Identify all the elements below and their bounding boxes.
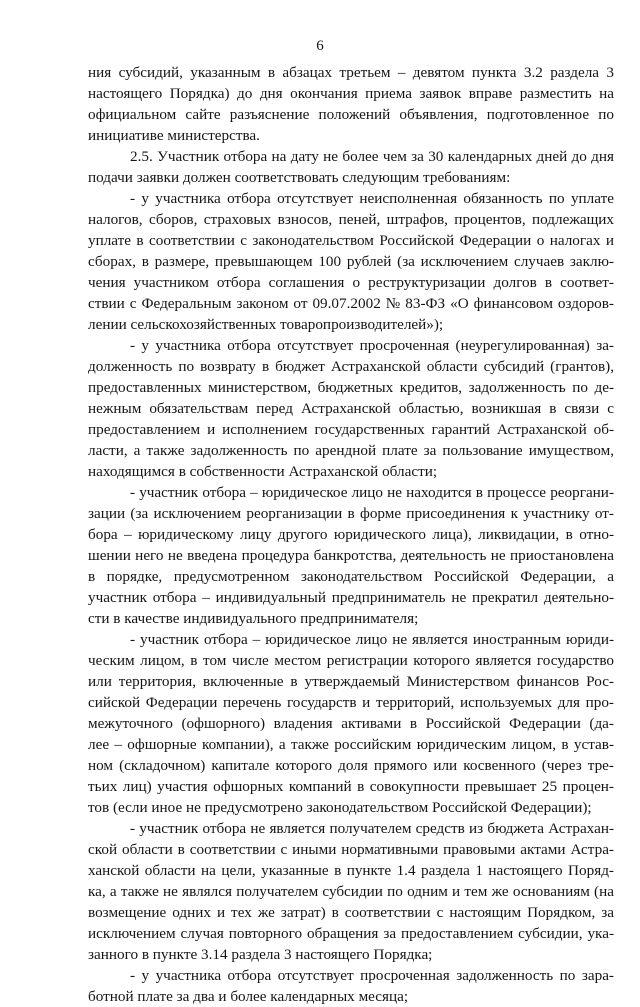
text-line: исключением случая повторного обращения за предоставлением субсидии, ука- [88,925,614,942]
text-line: участник отбора – индивидуальный предприниматель не прекратил деятельно- [88,589,614,606]
text-line: ния субсидий, указанным в абзацах третьем – девятом пункта 3.2 раздела 3 [88,64,614,81]
text-line: в порядке, предусмотренном законодательством Российской Федерации, а [88,568,614,585]
text-line: лении сельскохозяйственных товаропроизводителей»); [88,316,444,333]
text-line: инициативе министерства. [88,127,260,144]
text-line: тов (если иное не предусмотрено законодательством Российской Федерации); [88,799,592,816]
text-line: - участник отбора не является получателем средств из бюджета Астрахан- [130,820,614,837]
text-line: - у участника отбора отсутствует неисполненная обязанность по уплате [130,190,614,207]
text-line: ка, а также не являлся получателем субсидии по одним и тем же основаниям (на [88,883,614,900]
text-line: лее – офшорные компании), а также российским юридическим лицом, в устав- [88,736,614,753]
text-line: возмещение одних и тех же затрат) в соответствии с настоящим Порядком, за [88,904,614,921]
text-line: - участник отбора – юридическое лицо не находится в процессе реоргани- [130,484,614,501]
text-line: ласти, а также задолженность по арендной плате за пользование имуществом, [88,442,614,459]
text-line: бора – юридическому лицу другого юридического лица), ликвидации, в отно- [88,526,614,543]
page-number: 6 [316,38,324,54]
text-line: межуточного (офшорного) владения активами в Российской Федерации (да- [88,715,614,732]
text-line: ствии с Федеральным законом от 09.07.2002 № 83-ФЗ «О финансовом оздоров- [88,295,614,312]
text-line: шении него не введена процедура банкротства, деятельность не приостановлена [88,547,614,564]
text-line: подачи заявки должен соответствовать следующим требованиям: [88,169,511,186]
text-line: долженность по возврату в бюджет Астраханской области субсидий (грантов), [88,358,614,375]
text-line: ханской области на цели, указанные в пункте 1.4 раздела 1 настоящего Поряд- [88,862,614,879]
text-line: сийской Федерации перечень государств и территорий, используемых для про- [88,694,614,711]
text-line: нежным обязательствам перед Астраханской областью, возникшая в связи с [88,400,614,417]
text-line: налогов, сборов, страховых взносов, пеней, штрафов, процентов, подлежащих [88,211,614,228]
text-line: настоящего Порядка) до дня окончания приема заявок вправе разместить на [88,85,614,102]
text-line: - участник отбора – юридическое лицо не является иностранным юриди- [130,631,614,648]
text-line: ческим лицом, в том числе местом регистрации которого является государство [88,652,614,669]
text-line: зации (за исключением реорганизации в форме присоединения к участнику от- [88,505,614,522]
text-line: или территория, включенные в утверждаемый Министерством финансов Рос- [88,673,614,690]
text-line: ном (складочном) капитале которого доля прямого или косвенного (через тре- [88,757,614,774]
text-line: уплате в соответствии с законодательством Российской Федерации о налогах и [88,232,614,249]
text-line: занного в пункте 3.14 раздела 3 настоящего Порядка; [88,946,433,963]
text-line: ботной плате за два и более календарных месяца; [88,988,409,1005]
text-line: - у участника отбора отсутствует просроченная задолженность по зара- [130,967,614,984]
text-line: находящимся в собственности Астраханской области; [88,463,438,480]
text-line: официальном сайте разъяснение положений объявления, подготовленное по [88,106,614,123]
text-line: сти в качестве индивидуального предпринимателя; [88,610,419,627]
text-line: тьих лиц) участия офшорных компаний в совокупности превышает 25 процен- [88,778,614,795]
text-line: сборах, в размере, превышающем 100 рублей (за исключением случаев заклю- [88,253,614,270]
text-line: 2.5. Участник отбора на дату не более чем за 30 календарных дней до дня [130,148,614,165]
text-line: предоставленных министерством, бюджетных кредитов, задолженность по де- [88,379,614,396]
text-line: чения участником отбора соглашения о реструктуризации долгов в соответ- [88,274,614,291]
text-line: ской области в соответствии с иными нормативными правовыми актами Астра- [88,841,614,858]
text-line: - у участника отбора отсутствует просроченная (неурегулированная) за- [130,337,614,354]
text-line: предоставлением и исполнением государственных гарантий Астраханской об- [88,421,614,438]
